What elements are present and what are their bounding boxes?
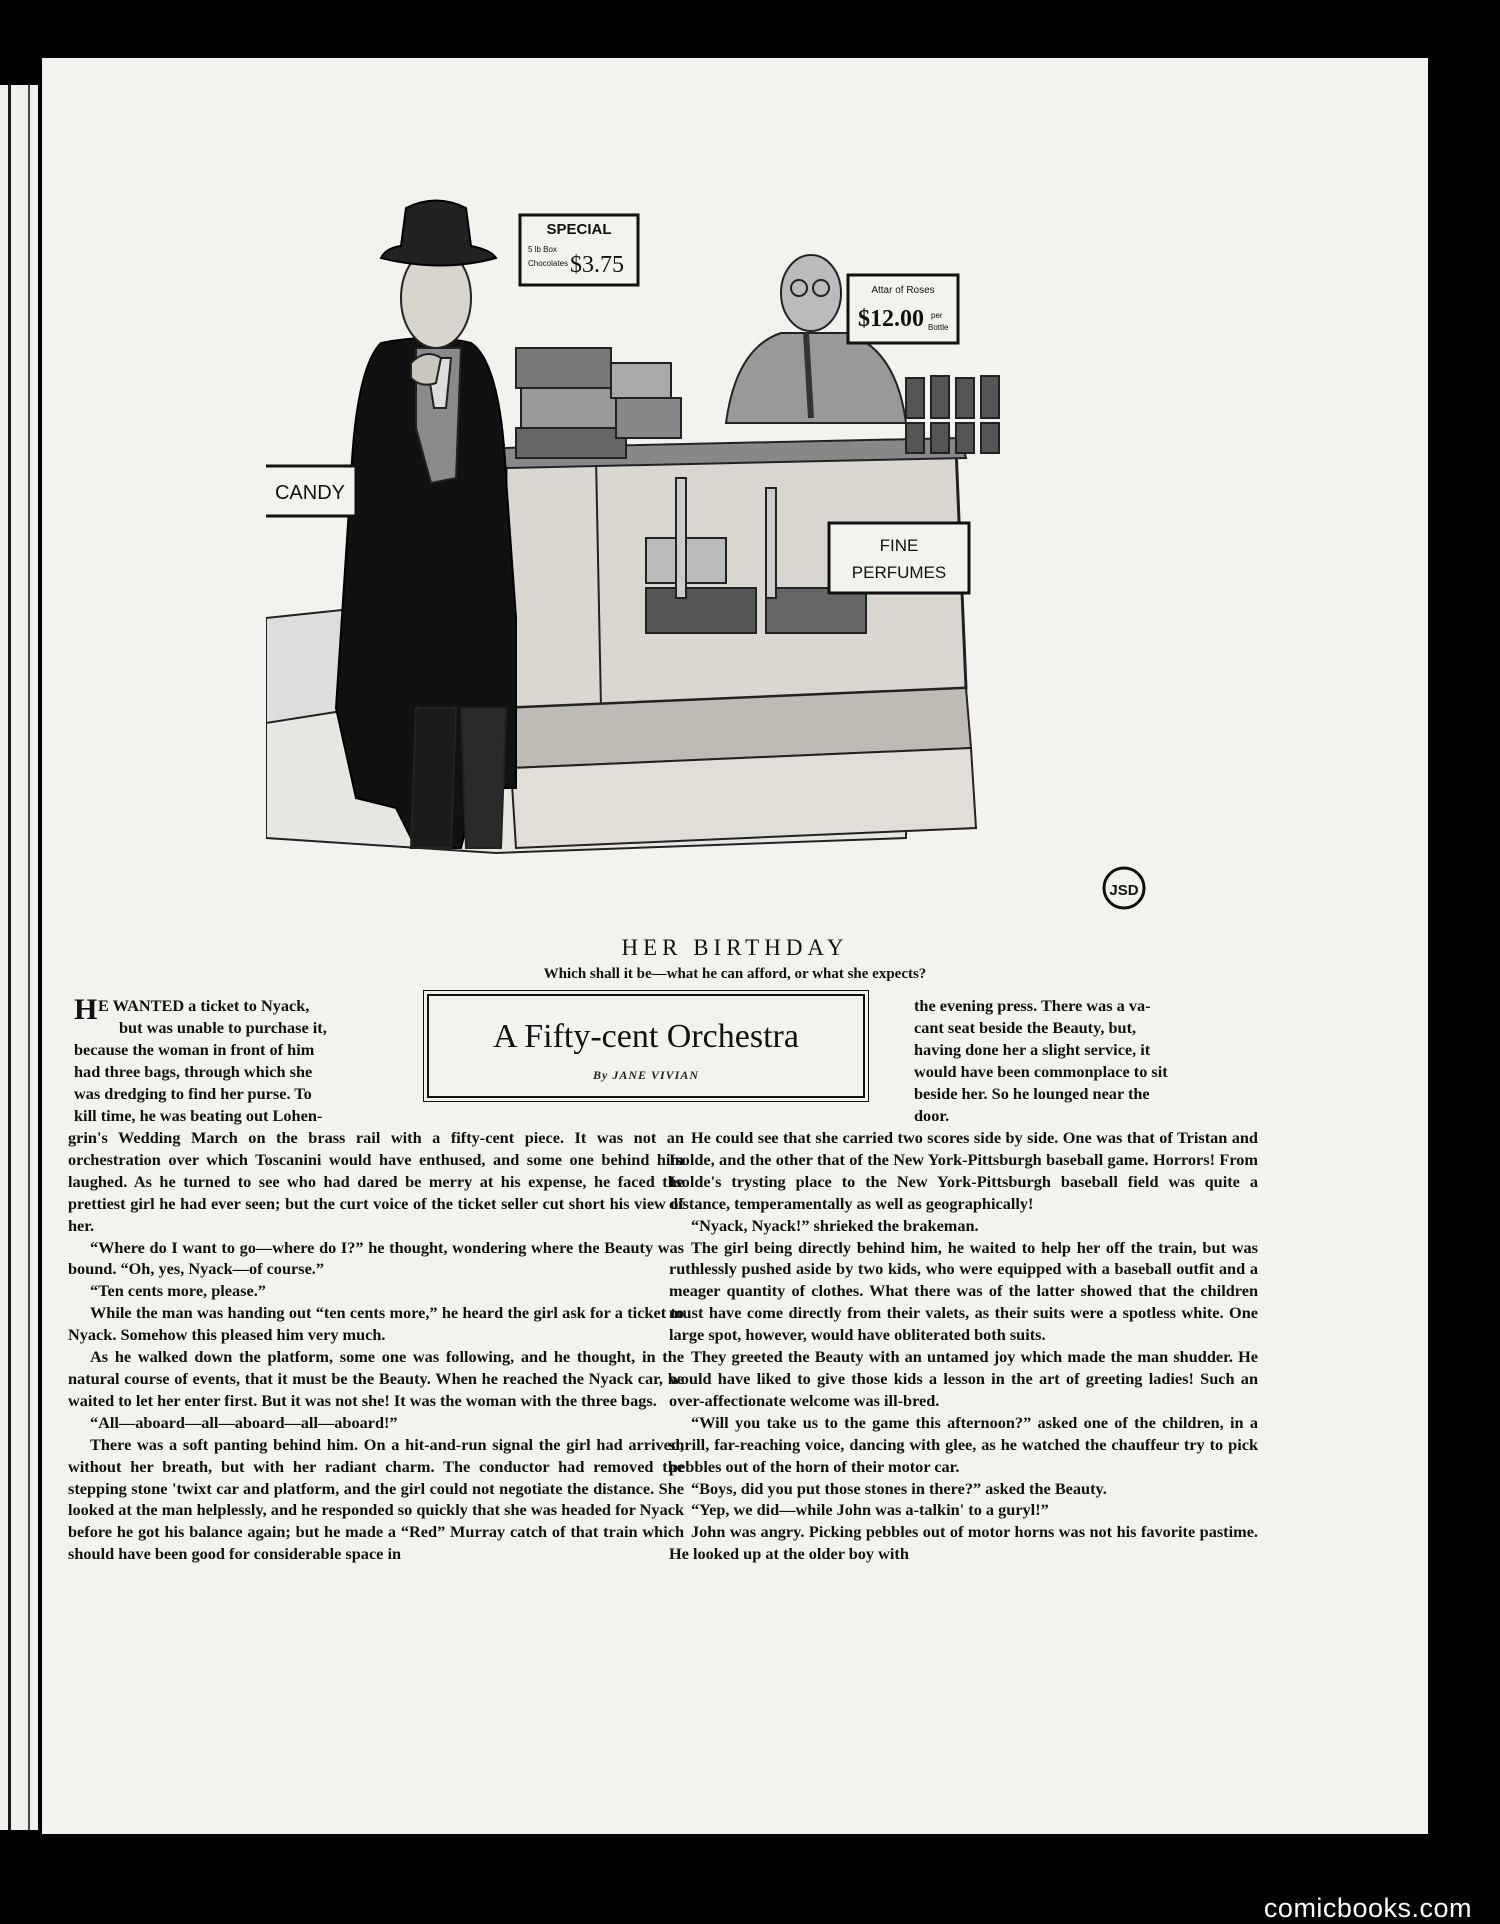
svg-text:per: per — [931, 311, 943, 320]
svg-text:$3.75: $3.75 — [570, 252, 624, 278]
caption-subtitle: Which shall it be—what he can afford, or what she expects? — [543, 966, 927, 982]
right-column-top — [914, 995, 1258, 1126]
paragraph-r5: “Will you take us to the game this afternoon?” asked one of the children, in a shrill, far-reaching voice, dancing with glee, as he watched the chauffeur try to pick pebbles out of the horn of their motor car. — [669, 1412, 1258, 1476]
illustration-her-birthday — [266, 148, 1150, 918]
magazine-page — [42, 58, 1428, 1834]
sign-fine-perfumes — [829, 523, 969, 593]
right-line-4: would have been commonplace to sit — [914, 1061, 1168, 1081]
opening-line-4: had three bags, through which she — [74, 1061, 313, 1081]
svg-text:FINE: FINE — [879, 536, 919, 555]
svg-text:Attar of Roses: Attar of Roses — [871, 285, 935, 296]
svg-text:$12.00: $12.00 — [858, 306, 924, 332]
right-line-3: having done her a slight service, it — [914, 1039, 1151, 1059]
svg-text:SPECIAL: SPECIAL — [546, 221, 612, 238]
opening-line-6: kill time, he was beating out Lohen- — [74, 1105, 323, 1125]
opening-line-1: E WANTED a ticket to Nyack, — [98, 996, 310, 1015]
left-column — [68, 1127, 684, 1565]
sign-candy — [266, 466, 356, 516]
paragraph-4: While the man was handing out “ten cents more,” he heard the girl ask for a ticket to Nyack. Somehow this pleased him very much. — [68, 1303, 684, 1345]
article-title: A Fifty-cent Orchestra — [493, 1018, 799, 1055]
paragraph-r8: John was angry. Picking pebbles out of motor horns was not his favorite pastime. He looked up at the older boy with — [669, 1522, 1258, 1564]
caption-title: HER BIRTHDAY — [621, 935, 849, 960]
paragraph-5: As he walked down the platform, some one was following, and he thought, in the natural course of events, that it must be the Beauty. When he reached the Nyack car, he waited to let her enter first. But it was not she! It was the woman with the three bags. — [68, 1347, 684, 1410]
paragraph-2: “Where do I want to go—where do I?” he thought, wondering where the Beauty was bound. “Oh, yes, Nyack—of course.” — [68, 1237, 684, 1279]
sign-special — [520, 215, 638, 285]
paragraph-r2: “Nyack, Nyack!” shrieked the brakeman. — [691, 1215, 979, 1235]
paragraph-r7: “Yep, we did—while John was a-talkin' to a guryl!” — [691, 1500, 1049, 1520]
article-byline: By JANE VIVIAN — [592, 1068, 700, 1082]
paragraph-7: There was a soft panting behind him. On a hit-and-run signal the girl had arrived, without her breath, but with her radiant charm. The conductor had removed the stepping stone 'twixt car and platform, and the girl could not negotiate the distance. She looked at the man helplessly, and he responded so quickly that she was headed for Nyack before he got his balance again; but he made a “Red” Murray catch of that train which should have been good for considerable space in — [68, 1434, 684, 1564]
right-column — [669, 1127, 1258, 1565]
article-title-box — [427, 994, 865, 1098]
svg-text:Bottle: Bottle — [928, 323, 949, 332]
opening-line-2: but was unable to purchase it, — [119, 1017, 327, 1037]
svg-text:5 lb Box: 5 lb Box — [528, 245, 557, 254]
opening-line-5: was dredging to find her purse. To — [74, 1083, 312, 1103]
right-line-2: cant seat beside the Beauty, but, — [914, 1017, 1137, 1037]
svg-text:Chocolates: Chocolates — [528, 259, 569, 268]
paragraph-r4: They greeted the Beauty with an untamed joy which made the man shudder. He would have liked to give those kids a lesson in the art of greeting ladies! Such an over-affectionate welcome was ill-bred. — [669, 1347, 1258, 1410]
paragraph-r3: The girl being directly behind him, he waited to help her off the train, but was ruthlessly pushed aside by two kids, who were equipped with a baseball outfit and a meager quantity of clothes. What there was of the latter showed that the children must have come directly from their valets, as their suits were a spotless white. One large spot, however, would have obliterated both suits. — [669, 1237, 1258, 1345]
paragraph-6: “All—aboard—all—aboard—all—aboard!” — [90, 1412, 398, 1432]
svg-text:JSD: JSD — [1109, 882, 1139, 899]
artist-monogram — [1104, 868, 1144, 908]
paragraph-r6: “Boys, did you put those stones in there?” asked the Beauty. — [691, 1478, 1107, 1498]
paragraph-opening — [74, 995, 430, 1126]
watermark: comicbooks.com — [1263, 1893, 1472, 1923]
right-line-1: the evening press. There was a va- — [914, 996, 1151, 1015]
drop-cap: H — [74, 993, 98, 1026]
svg-text:PERFUMES: PERFUMES — [851, 563, 947, 582]
left-page-edge — [0, 85, 38, 1830]
paragraph-1-rest: grin's Wedding March on the brass rail with a fifty-cent piece. It was not an orchestration over which Toscanini would have enthused, and some one behind him laughed. As he turned to see who had dared be merry at his expense, he faced the prettiest girl he had ever seen; but the curt voice of the ticket seller cut short his view of her. — [68, 1128, 684, 1235]
right-line-5: beside her. So he lounged near the — [914, 1083, 1150, 1103]
paragraph-3: “Ten cents more, please.” — [90, 1281, 266, 1301]
sign-attar-of-roses — [848, 275, 958, 343]
svg-text:CANDY: CANDY — [274, 482, 346, 504]
right-line-6: door. — [914, 1105, 950, 1125]
paragraph-r1: He could see that she carried two scores side by side. One was that of Tristan and Isolde, and the other that of the New York-Pittsburgh baseball game. Horrors! From Isolde's trysting place to the New York-Pittsburgh baseball field was quite a distance, temperamentally as well as geographically! — [669, 1128, 1258, 1213]
opening-line-3: because the woman in front of him — [74, 1039, 315, 1059]
